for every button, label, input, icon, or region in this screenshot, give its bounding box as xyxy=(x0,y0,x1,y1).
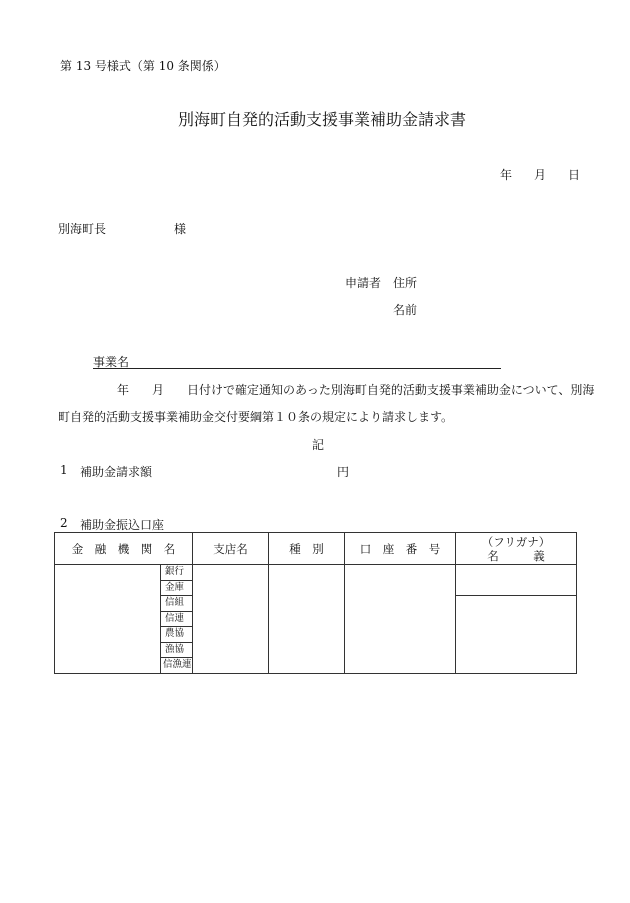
table-header-row xyxy=(55,533,577,565)
body-rest: 日付けで確定通知のあった別海町自発的活動支援事業補助金について、別海 xyxy=(187,383,595,397)
header-kana: （フリガナ） xyxy=(481,534,551,549)
body-text-line1 xyxy=(117,381,594,398)
item2-number: 2 xyxy=(60,516,68,530)
form-number: 第 13 号様式（第 10 条関係） xyxy=(60,59,226,73)
date-day: 日 xyxy=(568,168,581,182)
applicant-label: 申請者 xyxy=(345,276,382,290)
applicant-address-label: 住所 xyxy=(393,276,418,290)
header-branch: 支店名 xyxy=(193,533,269,565)
header-holder xyxy=(456,533,577,565)
item1-label: 補助金請求額 xyxy=(80,465,153,479)
body-text-line2: 町自発的活動支援事業補助金交付要綱第１０条の規定により請求します。 xyxy=(58,410,454,424)
bank-type-item: 銀行 xyxy=(161,565,192,581)
item1-unit: 円 xyxy=(337,465,350,479)
date-year: 年 xyxy=(500,168,513,182)
holder-name-cell[interactable] xyxy=(456,596,576,671)
bank-type-item: 農協 xyxy=(161,627,192,643)
item2-label: 補助金振込口座 xyxy=(80,518,165,532)
header-account: 口 座 番 号 xyxy=(345,533,456,565)
table-body-row xyxy=(55,565,577,674)
holder-cell xyxy=(456,565,577,674)
bank-type-item: 信組 xyxy=(161,596,192,612)
bank-name-cell[interactable] xyxy=(55,565,161,674)
bank-type-cell xyxy=(161,565,193,674)
project-name-line xyxy=(93,368,501,369)
addressee-name: 別海町長 xyxy=(58,222,107,236)
bank-type-item: 金庫 xyxy=(161,581,192,597)
bank-type-item: 漁協 xyxy=(161,643,192,659)
body-year: 年 xyxy=(117,383,130,397)
account-number-cell[interactable] xyxy=(345,565,456,674)
account-type-cell[interactable] xyxy=(269,565,345,674)
header-type: 種 別 xyxy=(269,533,345,565)
bank-type-item: 信漁連 xyxy=(163,659,192,670)
branch-cell[interactable] xyxy=(193,565,269,674)
item1-number: 1 xyxy=(60,463,68,477)
addressee-honorific: 様 xyxy=(174,222,187,236)
bank-type-item: 信連 xyxy=(161,612,192,628)
header-bank: 金 融 機 関 名 xyxy=(55,533,193,565)
body-month: 月 xyxy=(152,383,165,397)
holder-kana-cell[interactable] xyxy=(456,565,576,596)
applicant-name-label: 名前 xyxy=(393,303,418,317)
date-month: 月 xyxy=(534,168,547,182)
header-holder-name: 名 義 xyxy=(487,548,545,563)
bank-account-table xyxy=(54,532,577,674)
ki-heading: 記 xyxy=(312,438,325,452)
document-title: 別海町自発的活動支援事業補助金請求書 xyxy=(178,110,467,129)
project-name-label: 事業名 xyxy=(93,355,130,369)
date-line xyxy=(500,166,580,183)
